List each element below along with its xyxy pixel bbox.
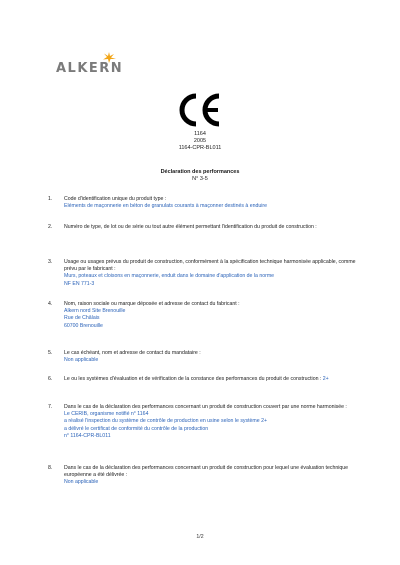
declaration-header: [0, 169, 400, 183]
ce-number: 1164: [194, 131, 206, 137]
declaration-title: Déclaration des performances: [160, 169, 240, 175]
item-value: Non applicable: [64, 357, 99, 364]
item-number: 5.: [48, 350, 53, 356]
item-number: 3.: [48, 259, 53, 265]
item-number: 1.: [48, 196, 53, 202]
item-value: a réalisé l'inspection du système de contrôle de production en usine selon le système 2+: [64, 418, 267, 425]
item-value: Le CERIB, organisme notifié n° 1164: [64, 411, 149, 418]
item-value: n° 1164-CPR-BL011: [64, 432, 111, 439]
logo-star-icon: [102, 52, 116, 64]
page-number: 1/2: [196, 534, 204, 540]
item-label-text: Le ou les systèmes d'évaluation et de vérification de la constance des performances du produit de construction :: [64, 376, 322, 382]
item-value: Eléments de maçonnerie en béton de granulats courants à maçonner destinés à enduire: [64, 203, 268, 210]
declaration-number: [0, 176, 400, 183]
logo-text: ALKERN: [56, 61, 124, 76]
item-label: Le cas échéant, nom et adresse de contact du mandataire :: [64, 350, 201, 356]
item-number: 4.: [48, 301, 53, 307]
item-label: Dans le cas de la déclaration des performances concernant un produit de construction couvert par une norme harmonisée :: [64, 404, 347, 410]
declaration-number-value: N° 3-5: [192, 176, 208, 183]
item-number: 8.: [48, 465, 53, 471]
ce-info: [0, 131, 400, 153]
item-value: Rue de Châlais: [64, 315, 100, 322]
item-label: [64, 376, 366, 383]
item-value: a délivré le certificat de conformité du contrôle de la production: [64, 425, 209, 432]
item-number: 7.: [48, 404, 53, 410]
item-value: Non applicable: [64, 479, 99, 486]
item-number: 2.: [48, 224, 53, 230]
alkern-logo: [56, 52, 156, 78]
item-label: Numéro de type, de lot ou de série ou tout autre élément permettant l'identification du produit de construction :: [64, 224, 317, 230]
item-number: 6.: [48, 376, 53, 382]
item-value: Alkern nord Site Brenouille: [64, 308, 126, 315]
item-label: Code d'identification unique du produit type :: [64, 196, 167, 202]
ce-year: 2005: [193, 138, 207, 145]
item-value: Murs, poteaux et cloisons en maçonnerie, enduit dans le domaine d'application de la norme: [64, 273, 275, 280]
item-label: Nom, raison sociale ou marque déposée et adresse de contact du fabricant :: [64, 301, 240, 307]
item-inline-value: 2+: [322, 376, 329, 382]
item-label: Usage ou usages prévus du produit de construction, conformément à la spécification technique harmonisée applicable, comme prévu par le fabricant :: [64, 259, 356, 273]
ce-certificate: 1164-CPR-BL011: [178, 145, 222, 152]
item-value: NF EN 771-3: [64, 280, 95, 287]
ce-mark-icon: [176, 93, 222, 127]
item-value: 60700 Brenouille: [64, 322, 103, 329]
item-label: Dans le cas de la déclaration des performances concernant un produit de construction pour lequel une évaluation technique européenne a été délivrée :: [64, 465, 349, 479]
